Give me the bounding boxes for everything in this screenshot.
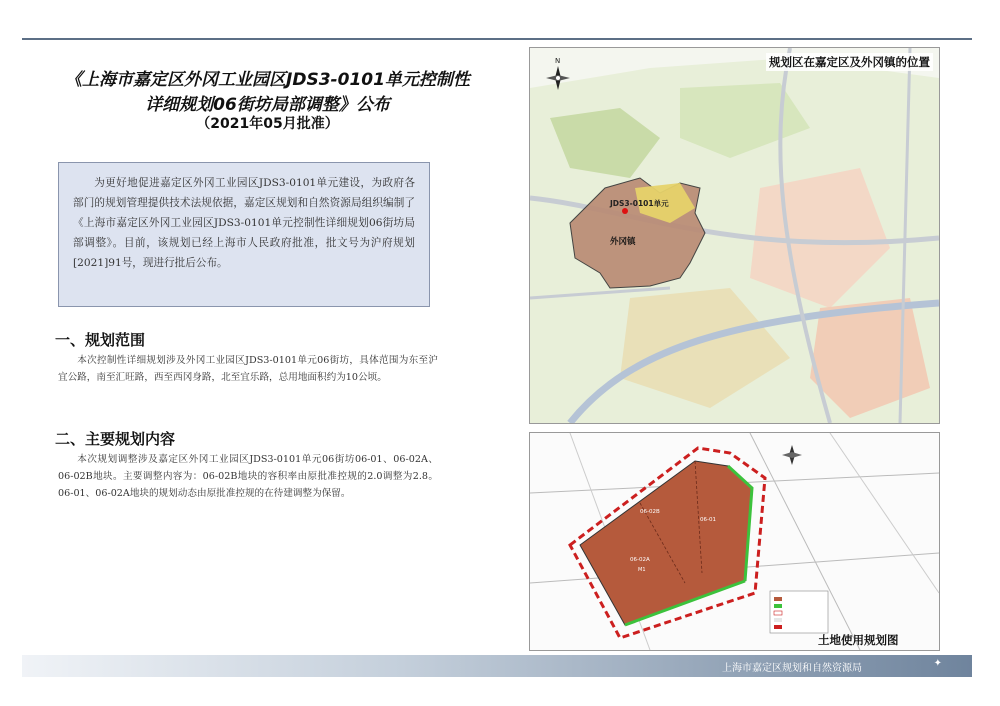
landuse-map-title: 土地使用规划图 [818, 633, 899, 647]
plot-label-a: 06-02B [640, 509, 660, 515]
landuse-map [529, 432, 940, 651]
svg-text:N: N [555, 57, 561, 65]
location-map-graphic [530, 48, 939, 423]
footer-logo-icon: ✦ [933, 658, 942, 669]
legend [770, 591, 828, 633]
section2-heading: 二、主要规划内容 [55, 430, 176, 448]
location-map [529, 47, 940, 424]
section2-text: 本次规划调整涉及嘉定区外冈工业园区JDS3-0101单元06街坊06-01、06-02A、06-02B地块。主要调整内容为：06-02B地块的容积率由原批准控规的2.0调整为2.8。06-01、06-02A地块的规划动态由原批准控规的在待建调整为保留。 [58, 454, 438, 499]
plot-label-b: 06-01 [700, 517, 716, 523]
section1-text: 本次控制性详细规划涉及外冈工业园区JDS3-0101单元06街坊，具体范围为东至沪宜公路，南至汇旺路，西至西冈身路，北至宜乐路，总用地面积约为10公顷。 [58, 355, 438, 383]
top-divider [22, 38, 972, 40]
plot-label-c: 06-02A [630, 557, 650, 563]
plot-use-code: M1 [638, 567, 646, 573]
town-label: 外冈镇 [610, 237, 636, 247]
doc-title-line2: 详细规划06街坊局部调整》公布 [145, 95, 390, 115]
footer-bar [22, 655, 972, 677]
unit-label: JDS3-0101单元 [610, 199, 669, 208]
landuse-map-graphic [530, 433, 939, 650]
intro-box: 为更好地促进嘉定区外冈工业园区JDS3-0101单元建设，为政府各部门的规划管理提供技术法规依据，嘉定区规划和自然资源局组织编制了《上海市嘉定区外冈工业园区JDS3-0101单元控制性详细规划06街坊局部调整》。目前，该规划已经上海市人民政府批准，批文号为沪府规划[2021]91号，现进行批后公布。 [58, 162, 430, 307]
section1-heading: 一、规划范围 [55, 331, 146, 349]
location-map-title: 规划区在嘉定区及外冈镇的位置 [766, 53, 933, 71]
footer-org: 上海市嘉定区规划和自然资源局 [722, 663, 862, 674]
doc-title-line1: 《上海市嘉定区外冈工业园区JDS3-0101单元控制性 [65, 70, 470, 90]
doc-title-date: （2021年05月批准） [196, 116, 339, 132]
